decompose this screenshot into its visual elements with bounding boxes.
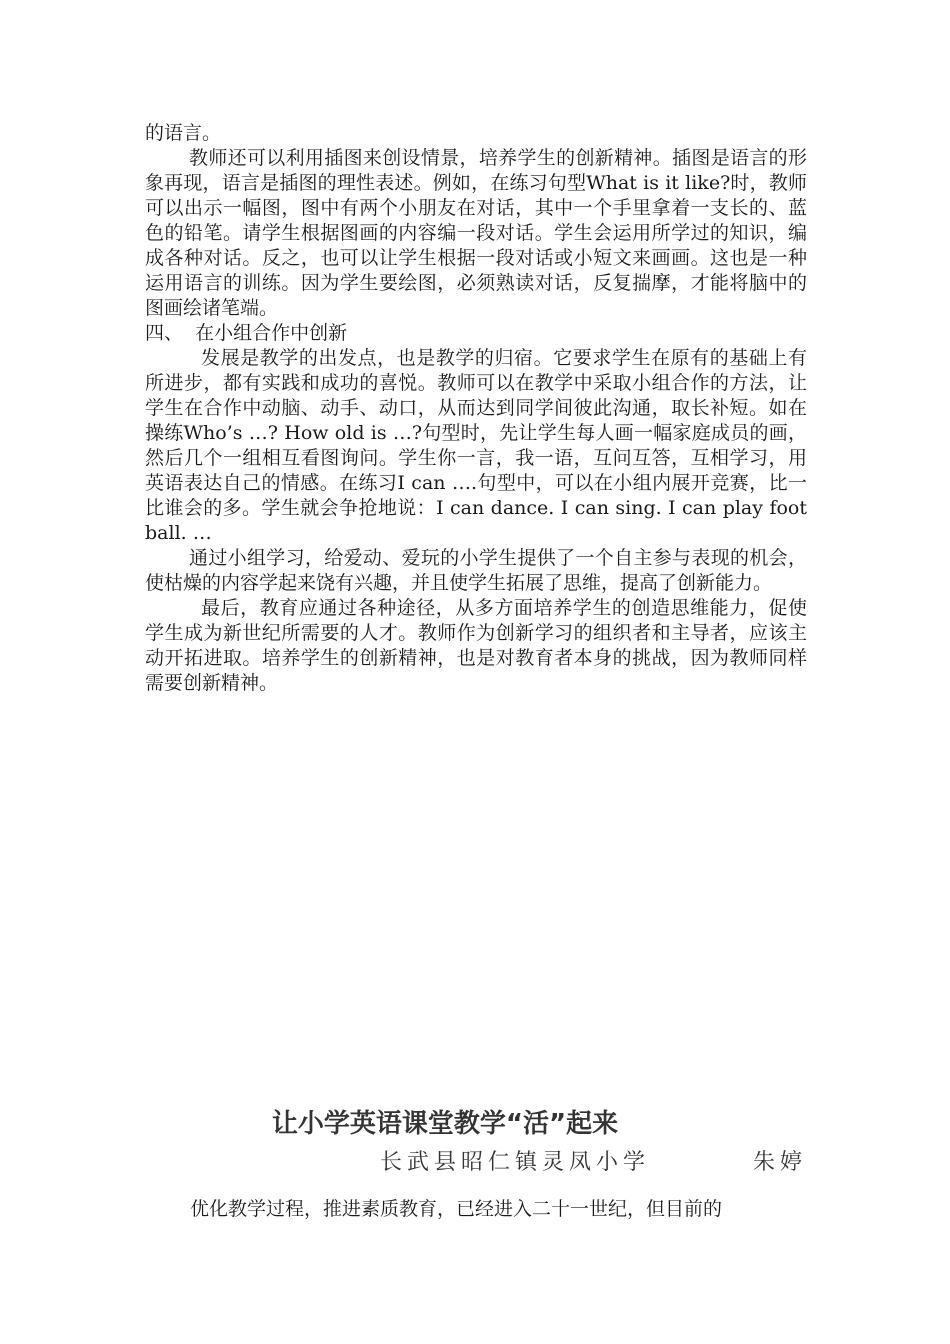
article-title: 让小学英语课堂教学“活”起来: [271, 1109, 619, 1139]
article-first-line: 优化教学过程，推进素质教育，已经进入二十一世纪，但目前的: [190, 1198, 723, 1220]
paragraph-group-learning: 通过小组学习，给爱动、爱玩的小学生提供了一个自主参与表现的机会，使枯燥的内容学起来饶有兴趣，并且使学生拓展了思维，提高了创新能力。: [145, 547, 807, 594]
author-name: 朱婷: [752, 1150, 807, 1175]
byline: [380, 1145, 807, 1176]
author-school: 长武县昭仁镇灵凤小学: [380, 1150, 651, 1175]
paragraph-conclusion: 最后，教育应通过各种途径，从多方面培养学生的创造思维能力，促使学生成为新世纪所需要的人才。教师作为创新学习的组织者和主导者，应该主动开拓进取。培养学生的创新精神，也是对教育者本身的挑战，因为教师同样需要创新精神。: [145, 597, 807, 694]
paragraph-illustration: 教师还可以利用插图来创设情景，培养学生的创新精神。插图是语言的形象再现，语言是插图的理性表述。例如，在练习句型What is it like?时，教师可以出示一幅图，图中有两个小朋友在对话，其中一个手里拿着一支长的、蓝色的铅笔。请学生根据图画的内容编一段对话。学生会运用所学过的知识，编成各种对话。反之，也可以让学生根据一段对话或小短文来画画。这也是一种运用语言的训练。因为学生要绘图，必须熟读对话，反复揣摩，才能将脑中的图画绘诸笔端。: [145, 147, 807, 319]
paragraph-group-work: 发展是教学的出发点，也是教学的归宿。它要求学生在原有的基础上有所进步，都有实践和成功的喜悦。教师可以在教学中采取小组合作的方法，让学生在合作中动脑、动手、动口，从而达到同学间彼此沟通，取长补短。如在操练Who’s …? How old is …?句型时，先让学生每人画一幅家庭成员的画，然后几个一组相互看图询问。学生你一言，我一语，互问互答，互相学习，用英语表达自己的情感。在练习I can ….句型中，可以在小组内展开竞赛，比一比谁会的多。学生就会争抢地说：I can dance. I can sing. I can play football. …: [145, 347, 807, 544]
paragraph-continuation: 的语言。: [145, 122, 222, 144]
section-heading-4: 四、 在小组合作中创新: [145, 322, 348, 344]
article-body: [145, 121, 807, 696]
